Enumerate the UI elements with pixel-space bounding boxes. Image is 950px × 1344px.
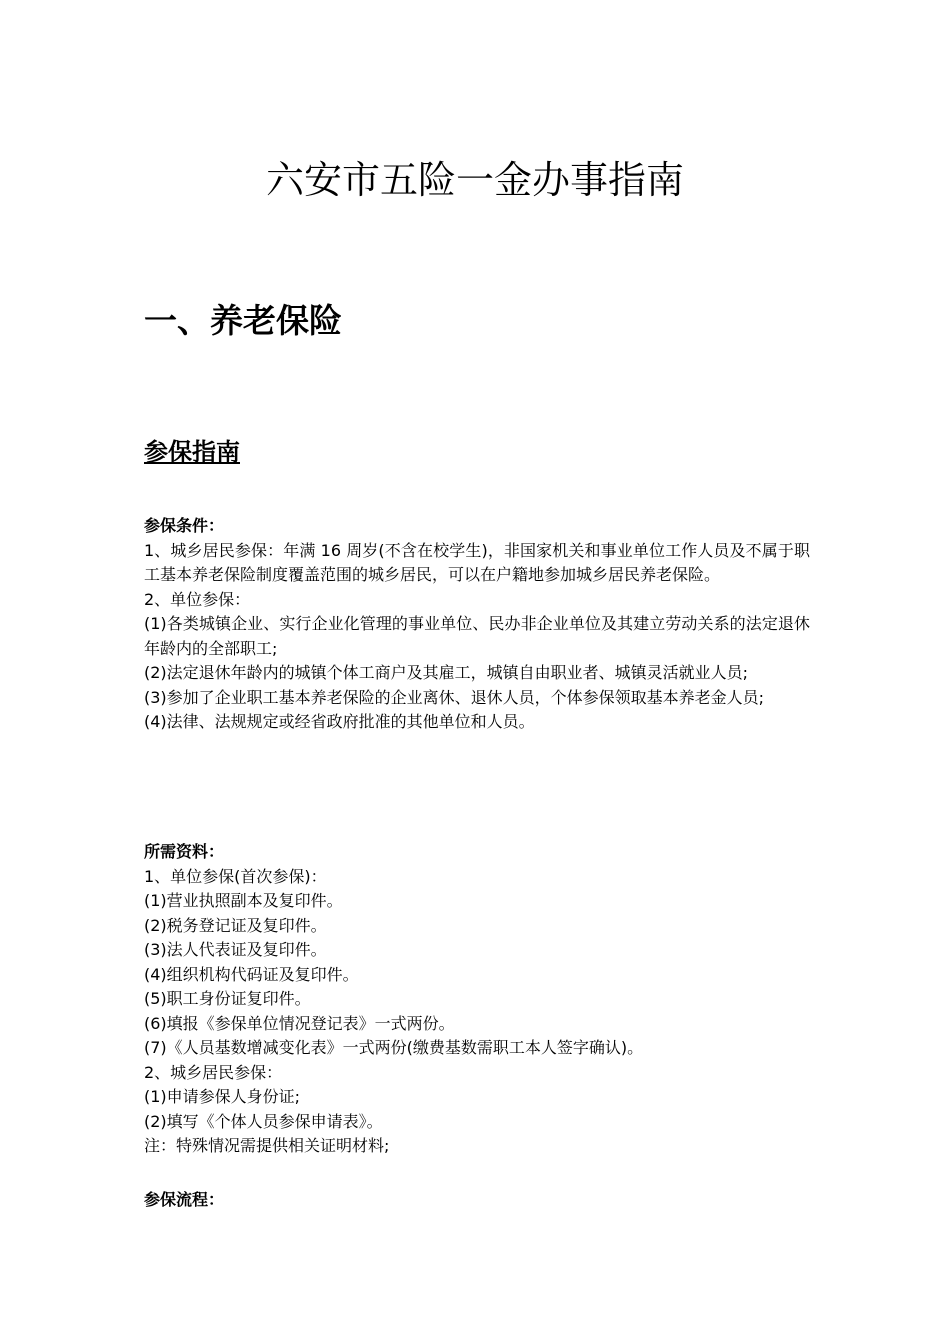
document-title: 六安市五险一金办事指南	[265, 158, 684, 202]
materials-line: (7)《人员基数增减变化表》一式两份(缴费基数需职工本人签字确认)。	[144, 1038, 644, 1057]
process-label: 参保流程：	[144, 1190, 225, 1209]
conditions-line: (4)法律、法规规定或经省政府批准的其他单位和人员。	[144, 712, 535, 731]
conditions-line: 2、单位参保：	[144, 589, 251, 609]
materials-line: (1)营业执照副本及复印件。	[144, 891, 343, 910]
conditions-line: (2)法定退休年龄内的城镇个体工商户及其雇工，城镇自由职业者、城镇灵活就业人员;	[144, 663, 749, 682]
materials-line: 1、单位参保(首次参保)：	[144, 866, 327, 886]
materials-line: (4)组织机构代码证及复印件。	[144, 964, 359, 984]
materials-line: (5)职工身份证复印件。	[144, 989, 311, 1008]
process-block	[144, 1188, 810, 1213]
materials-line: (2)填写《个体人员参保申请表》。	[144, 1111, 383, 1131]
conditions-line: (1)各类城镇企业、实行企业化管理的事业单位、民办非企业单位及其建立劳动关系的法定退休年龄内的全部职工;	[144, 614, 810, 658]
materials-block	[144, 840, 810, 1159]
conditions-label: 参保条件：	[144, 516, 225, 535]
subheading-enrollment-guide: 参保指南	[144, 438, 240, 466]
materials-line: (1)申请参保人身份证;	[144, 1087, 301, 1106]
materials-line: 2、城乡居民参保：	[144, 1062, 283, 1082]
section-heading-pension: 一、养老保险	[144, 301, 342, 340]
materials-line: (6)填报《参保单位情况登记表》一式两份。	[144, 1013, 455, 1033]
conditions-block	[144, 514, 810, 735]
materials-line: 注：特殊情况需提供相关证明材料;	[144, 1136, 390, 1155]
materials-line: (3)法人代表证及复印件。	[144, 940, 327, 959]
materials-line: (2)税务登记证及复印件。	[144, 915, 327, 935]
materials-label: 所需资料：	[144, 842, 225, 861]
conditions-line: 1、城乡居民参保：年满 16 周岁(不含在校学生)，非国家机关和事业单位工作人员及不属于职工基本养老保险制度覆盖范围的城乡居民，可以在户籍地参加城乡居民养老保险。	[144, 540, 810, 584]
conditions-line: (3)参加了企业职工基本养老保险的企业离休、退休人员，个体参保领取基本养老金人员;	[144, 687, 765, 707]
